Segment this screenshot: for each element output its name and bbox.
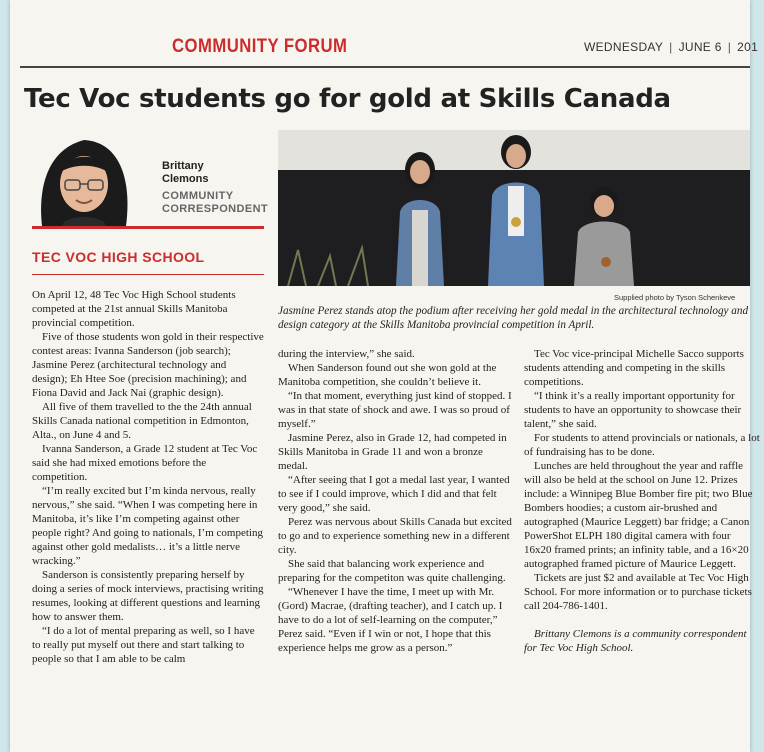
paragraph: On April 12, 48 Tec Voc High School students competed at the 21st annual Skills Manitoba provincial competition. [32, 289, 236, 329]
paragraph: “I think it’s a really important opportunity for students to have an opportunity to showcase their talent,” she said. [524, 390, 742, 430]
paragraph: “After seeing that I got a medal last year, I wanted to see if I could improve, which I did and that felt very good,” she said. [278, 474, 510, 514]
article-column-2 [278, 347, 512, 655]
paragraph: Tec Voc vice-principal Michelle Sacco supports students attending and competing in the skills competitions. [524, 348, 744, 388]
paragraph: “In that moment, everything just kind of stopped. I was in that state of shock and awe. I was so proud of myself.” [278, 390, 512, 430]
author-last-name: Clemons [162, 173, 209, 185]
author-headshot [32, 130, 136, 226]
author-name [162, 160, 208, 186]
paragraph: For students to attend provincials or nationals, a lot of fundraising has to be done. [524, 432, 760, 458]
paragraph: “I’m really excited but I’m kinda nervous, really nervous,” she said. “When I was competing here in Manitoba, it’s like I’m competing against other people right? And going to nationals, I’m competing against other gold medalists… it’s a little nerve wracking.” [32, 485, 263, 567]
dateline-separator: | [669, 40, 673, 54]
author-role-line2: CORRESPONDENT [162, 203, 269, 215]
paragraph: Sanderson is consistently preparing herself by doing a series of mock interviews, practising writing resumes, looking at different questions and learning how to answer them. [32, 569, 264, 623]
dateline-year: 201 [737, 40, 759, 54]
paragraph: “I do a lot of mental preparing as well, so I have to really put myself out there and start talking to people so that I am able to be calm [32, 625, 255, 665]
paragraph: Ivanna Sanderson, a Grade 12 student at Tec Voc said she had mixed emotions before the competition. [32, 443, 258, 483]
author-rule [32, 226, 264, 229]
page-header [10, 0, 759, 68]
dateline-day: WEDNESDAY [584, 40, 664, 54]
dateline-separator: | [727, 40, 732, 54]
author-endnote: Brittany Clemons is a community correspondent for Tec Voc High School. [524, 628, 747, 654]
paragraph: When Sanderson found out she won gold at the Manitoba competition, she couldn’t believe it. [278, 362, 497, 388]
section-name: COMMUNITY FORUM [172, 36, 348, 57]
article-column-3 [524, 347, 760, 655]
school-heading: TEC VOC HIGH SCHOOL [32, 249, 205, 265]
paragraph: “Whenever I have the time, I meet up with Mr. (Gord) Macrae, (drafting teacher), and I catch up. I have to do a lot of self-learning on the computer,” Perez said. “Even if I win or not, I hope that this experience helps me grow as a person.” [278, 586, 503, 654]
newspaper-page [10, 0, 760, 752]
school-rule [32, 274, 264, 275]
photo-credit: Supplied photo by Tyson Schenkeve [614, 293, 736, 302]
dateline-date: JUNE 6 [678, 40, 722, 54]
dateline [584, 40, 758, 54]
headline: Tec Voc students go for gold at Skills Canada [24, 84, 671, 114]
author-role-line1: COMMUNITY [162, 190, 234, 202]
podium-photo [278, 130, 750, 286]
paragraph: She said that balancing work experience and preparing for the competiton was quite challenging. [278, 558, 506, 584]
author-role [162, 190, 268, 216]
author-first-name: Brittany [162, 160, 204, 172]
header-rule [20, 66, 750, 68]
paragraph: Lunches are held throughout the year and raffle will also be held at the school on June 12. Prizes include: a Winnipeg Blue Bomber fire pit; two Blue Bombers hoodies; a custom air-brushed and autographed (Maurice Leggett) bar fridge; a Canon PowerShot ELPH 180 digital camera with four 16x20 framed prints; an infinity table, and a 16×20 autographed framed picture of Maurice Leggett. [524, 460, 753, 570]
paragraph: All five of them travelled to the the 24th annual Skills Canada national competition in Edmonton, Alta., on June 4 and 5. [32, 401, 252, 441]
paragraph: Tickets are just $2 and available at Tec Voc High School. For more information or to purchase tickets call 204-786-1401. [524, 572, 752, 612]
paragraph: Five of those students won gold in their respective contest areas: Ivanna Sanderson (job search); Jasmine Perez (architectural technology and design); Eh Htee Soe (precision machining); and Fiona David and Jack Nai (graphic design). [32, 331, 264, 399]
photo-caption: Jasmine Perez stands atop the podium after receiving her gold medal in the architectural technology and design category at the Skills Manitoba provincial competition in April. [278, 305, 749, 331]
paragraph: Perez was nervous about Skills Canada but excited to go and to experience something new in a different city. [278, 516, 512, 556]
paragraph: Jasmine Perez, also in Grade 12, had competed in Skills Manitoba in Grade 11 and won a bronze medal. [278, 432, 507, 472]
paragraph: during the interview,” she said. [278, 348, 415, 360]
article-column-1 [32, 288, 264, 666]
